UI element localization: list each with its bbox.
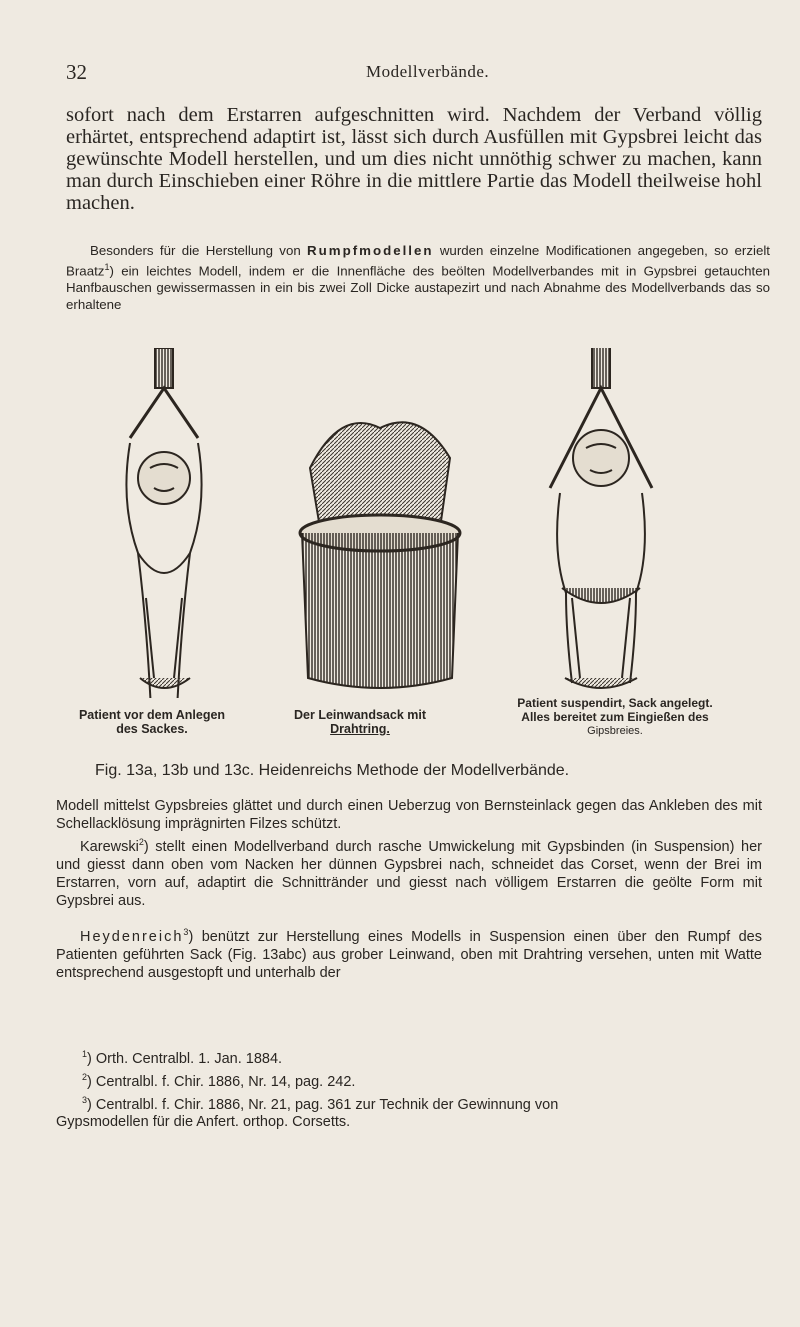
body-paragraph-3 [56,923,762,982]
body-paragraph-2 [56,833,762,910]
footnote-2 [56,1068,766,1091]
footnote-3-text: ) Centralbl. f. Chir. 1886, Nr. 21, pag. 361 zur Technik der Gewinnung von [87,1096,559,1113]
footnotes [56,1045,766,1131]
figure-c-suspended-patient [550,348,652,688]
caption-b [268,708,452,736]
author-heydenreich: Heydenreich [80,928,184,945]
body-paragraph-3-text: ) benützt zur Herstellung eines Modells in Suspension einen über den Rumpf des Patienten geführten Sack (Fig. 13abc) aus grober Leinwand, oben mit Drahtring versehen, unten mit Watte entsprechend ausgestopft und unterhalb der [56,928,762,981]
figure-13abc [110,348,700,698]
footnote-1-num: 1 [82,1049,88,1059]
footnote-3 [56,1091,766,1114]
footnote-3-continued [56,1113,766,1131]
footnote-1 [56,1045,766,1068]
footnote-3-num: 3 [82,1094,88,1105]
footnote-ref-1: 1 [104,262,110,272]
footnote-2-num: 2 [82,1071,88,1082]
small-paragraph-text-2: wurden einzelne Modificationen angegeben, so erzielt Braatz [66,243,770,279]
figure-title: Fig. 13a, 13b und 13c. Heidenreichs Methode der Modellverbände. [95,762,570,779]
figure-b-linen-sack [300,422,460,688]
small-paragraph [66,242,770,313]
running-head: Modellverbände. [366,62,490,81]
caption-c-line-1: Patient suspendirt, Sack angelegt. [517,696,713,710]
emphasis-rumpfmodellen: Rumpfmodellen [307,243,434,258]
paragraph-top: sofort nach dem Erstarren aufgeschnitten wird. Nachdem der Verband völlig erhärtet, entsprechend adaptirt ist, lässt sich durch Ausfüllen mit Gypsbrei leicht das gewünschte Modell herstellen, und um dies nicht unnöthig schwer zu machen, kann man durch Einschieben einer Röhre in die mittlere Partie das Modell theilweise hohl machen. [66,104,762,214]
caption-c-line-2: Alles bereitet zum Eingießen des [521,710,709,724]
small-paragraph-text: Besonders für die Herstellung von [90,243,308,258]
author-karewski: Karewski [80,838,139,855]
caption-c [490,696,740,738]
page-header [66,60,760,84]
figure-a-patient [126,348,201,698]
caption-a [62,708,242,736]
small-paragraph-text-3: ) ein leichtes Modell, indem er die Innenfläche des beölten Modellverbandes mit in Gypsbrei getauchten Hanfbauschen gewissermassen in ein bis zwei Zoll Dicke austapezirt und nach Abnahme des Modellverbands das so erhaltene [66,263,770,313]
page-number: 32 [66,60,87,84]
caption-c-line-3: Gipsbreies. [587,725,643,737]
body-paragraph-1: Modell mittelst Gypsbreies glättet und durch einen Ueberzug von Bernsteinlack gegen das Ankleben des mit Schellacklösung imprägnirten Filzes schützt. [56,798,762,832]
footnote-ref-2: 2 [138,837,144,847]
body-paragraph-2-text: ) stellt einen Modellverband durch rasche Umwickelung mit Gypsbinden (in Suspension) her und giesst dann oben vom Nacken her dünnen Gypsbrei nach, schneidet das Corset, wenn der Brei im Erstarren, vorn auf, adaptirt die Schnittränder und giesst nach völligem Erstarren die geölte Form mit Gypsbrei aus. [56,838,762,909]
caption-b-line-2: Drahtring. [330,722,390,736]
footnote-2-text: ) Centralbl. f. Chir. 1886, Nr. 14, pag. 242. [87,1073,356,1090]
caption-b-line-1: Der Leinwandsack mit [294,708,426,722]
footnote-1-text: ) Orth. Centralbl. 1. Jan. 1884. [87,1050,283,1067]
caption-a-line-1: Patient vor dem Anlegen [78,708,226,722]
figure-illustration [110,348,700,698]
caption-a-line-2: des Sackes. [116,722,188,736]
footnote-3-continued-text: Gypsmodellen für die Anfert. orthop. Corsetts. [56,1114,351,1131]
footnote-ref-3: 3 [183,927,189,937]
